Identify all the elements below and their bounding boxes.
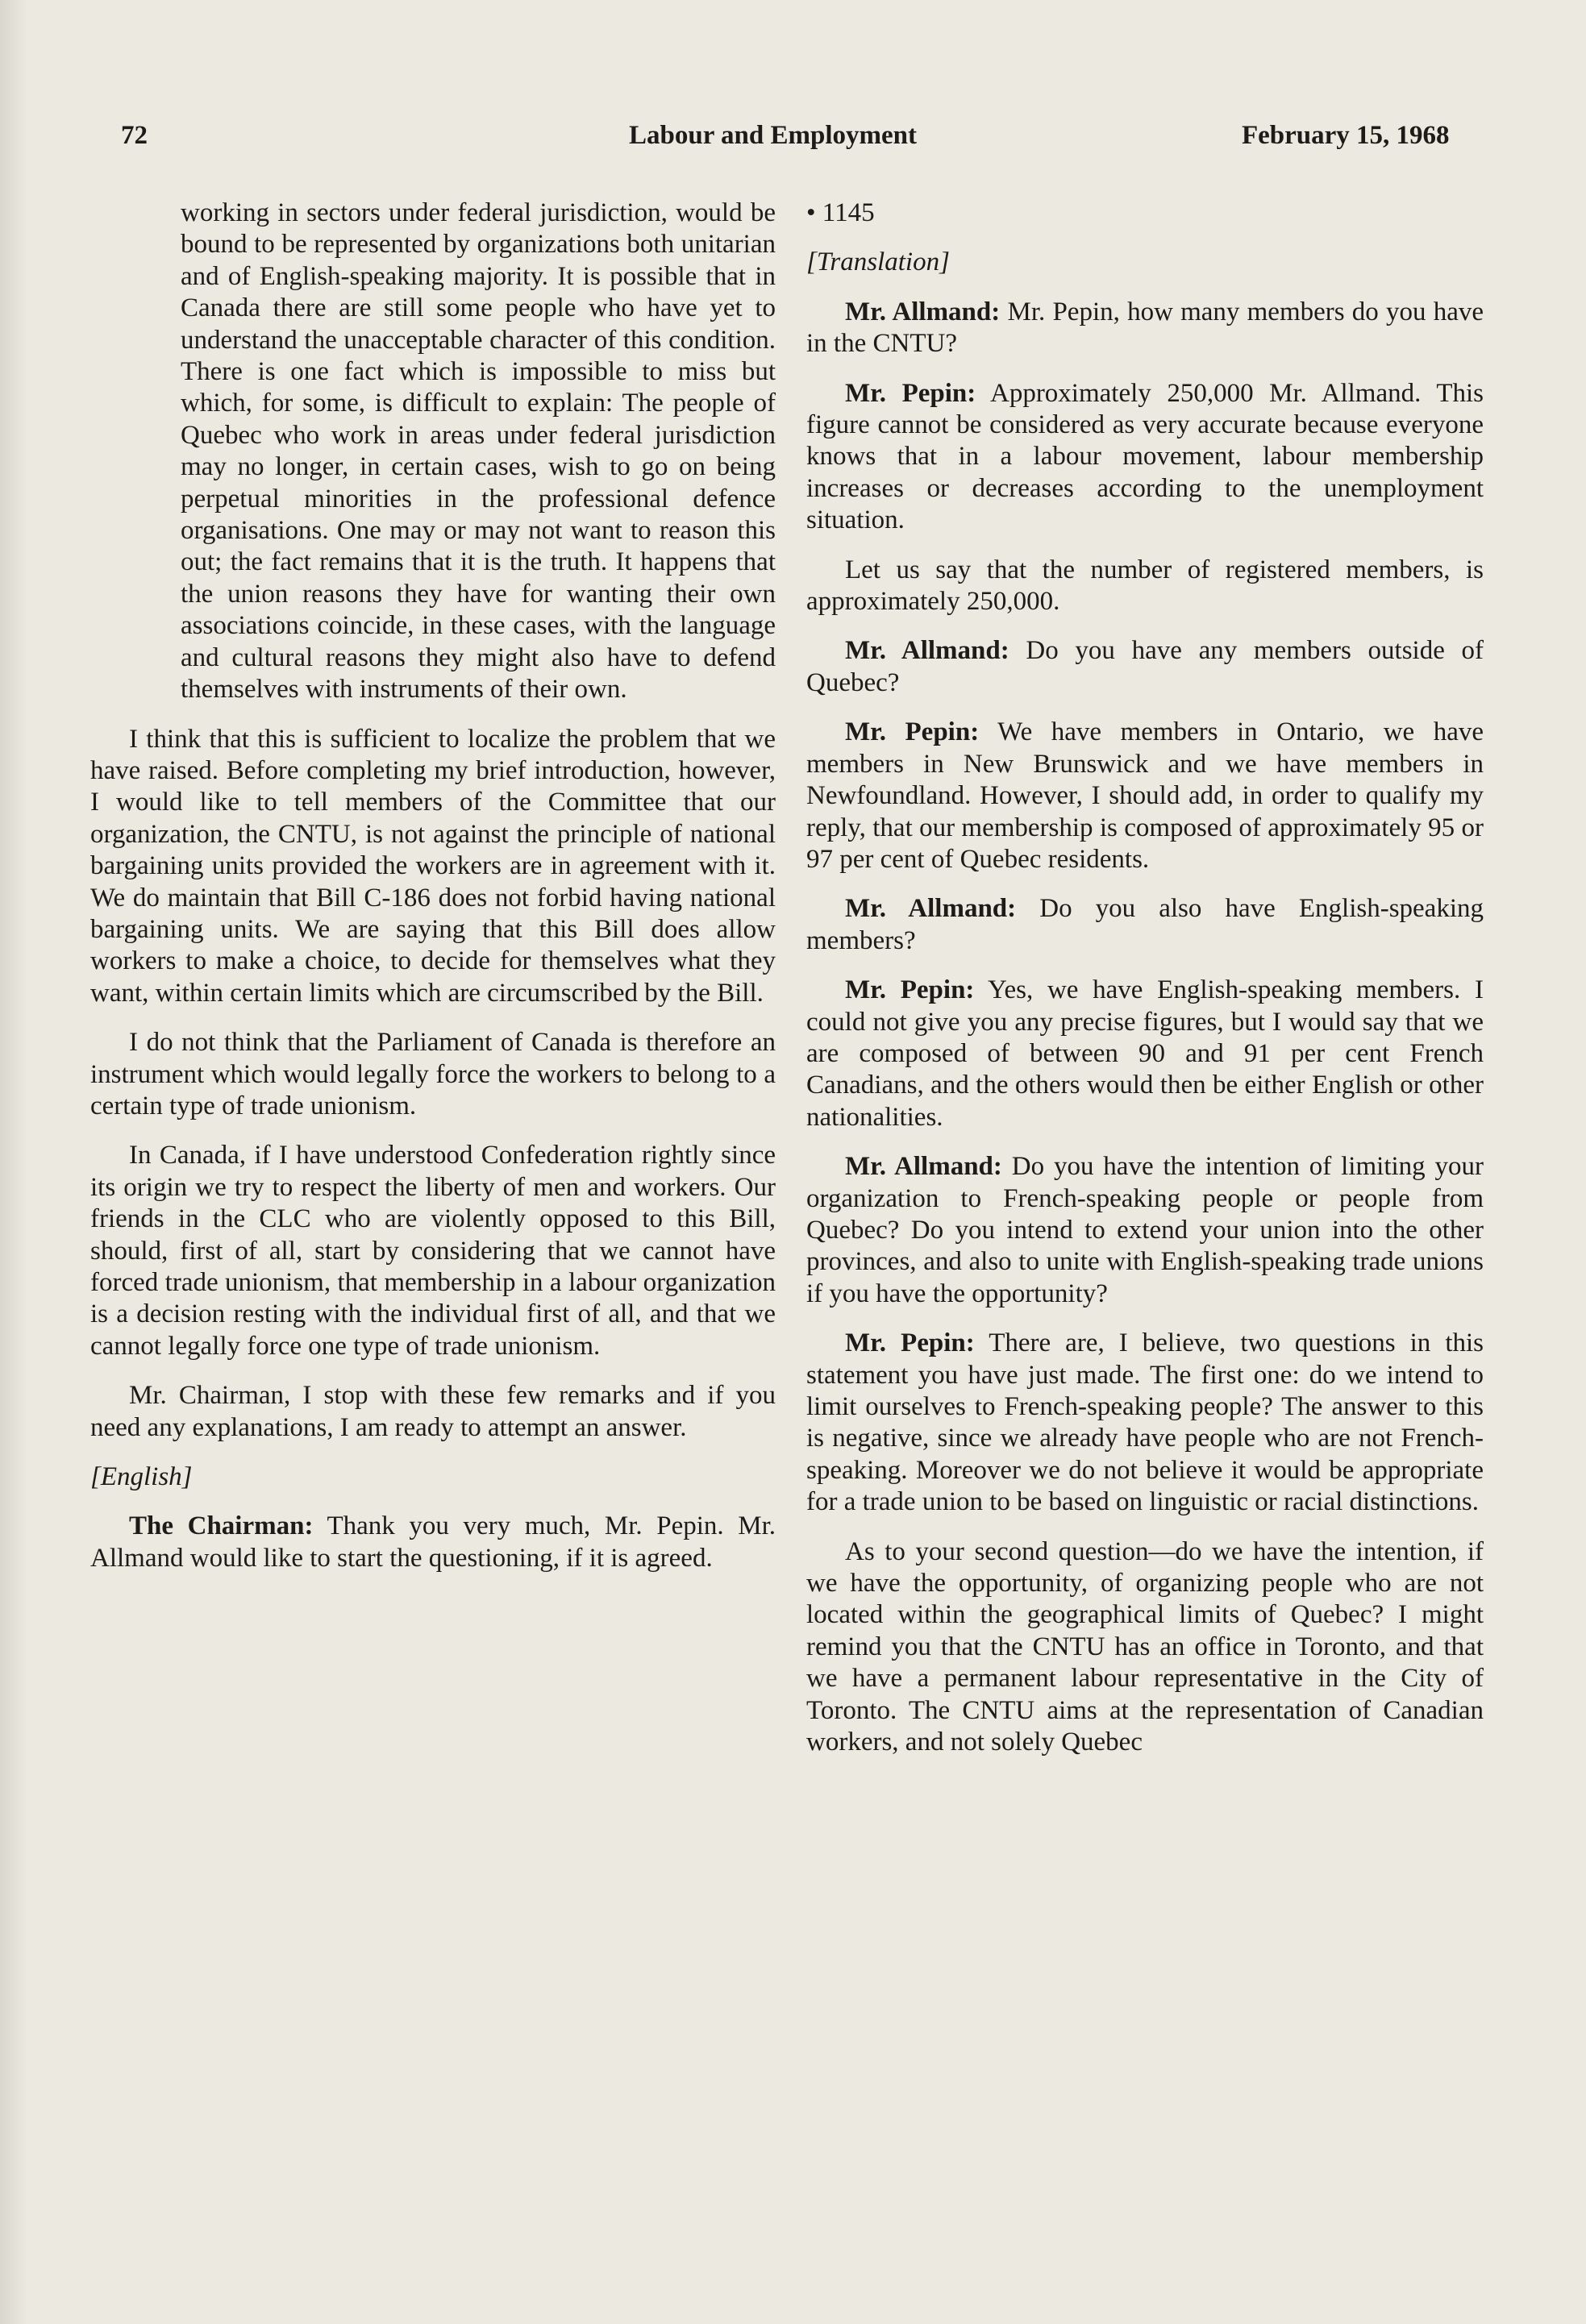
paragraph: working in sectors under federal jurisdiction, would be bound to be represented by organizations both unitarian and of English-speaking majority. It is possible that in Canada there are still some people who have yet to understand the unacceptable character of this condition. There is one fact which is impossible to miss but which, for some, is difficult to explain: The people of Quebec who work in areas under federal jurisdiction may no longer, in certain cases, wish to go on being perpetual minorities in the professional defence organisations. One may or may not want to reason this out; the fact remains that it is the truth. It happens that the union reasons they have for wanting their own associations coincide, in these cases, with the language and cultural reasons they might also have to defend themselves with instruments of their own. bbox=[181, 198, 776, 705]
paragraph: I do not think that the Parliament of Canada is therefore an instrument which would legally force the workers to belong to a certain type of trade unionism. bbox=[90, 1028, 776, 1120]
speaker-name: Mr. Allmand: bbox=[845, 297, 1001, 326]
speaker-name: The Chairman: bbox=[129, 1511, 314, 1541]
speech bbox=[806, 893, 1484, 957]
paragraph: In Canada, if I have understood Confederation rightly since its origin we try to respect the liberty of men and workers. Our friends in the CLC who are violently opposed to this Bill, should, first of all, start by considering that we cannot have forced trade unionism, that membership in a labour organization is a decision resting with the individual first of all, and that we cannot legally force one type of trade unionism. bbox=[90, 1141, 776, 1361]
speech bbox=[806, 975, 1484, 1133]
speech bbox=[806, 1328, 1484, 1518]
speech-text: Do you also have English-speaking members? bbox=[806, 894, 1484, 955]
paragraph: Let us say that the number of registered members, is approximately 250,000. bbox=[806, 555, 1484, 617]
speaker-name: Mr. Allmand: bbox=[845, 894, 1017, 924]
page-edge-shadow bbox=[0, 0, 27, 2324]
speech bbox=[806, 1151, 1484, 1310]
speaker-name: Mr. Pepin: bbox=[845, 975, 975, 1005]
speech bbox=[806, 378, 1484, 537]
running-title: Labour and Employment bbox=[629, 121, 917, 150]
speech-text: Do you have any members outside of Quebec? bbox=[806, 636, 1484, 697]
speech bbox=[806, 635, 1484, 699]
time-marker: • 1145 bbox=[806, 198, 875, 227]
paragraph: I think that this is sufficient to localize the problem that we have raised. Before completing my brief introduction, however, I would like to tell members of the Committee that our organization, the CNTU, is not against the principle of national bargaining units provided the workers are in agreement with it. We do maintain that Bill C-186 does not forbid having national bargaining units. We are saying that this Bill does allow workers to make a choice, to decide for themselves what they want, within certain limits which are circumscribed by the Bill. bbox=[90, 724, 776, 1008]
speaker-name: Mr. Allmand: bbox=[845, 1152, 1002, 1182]
speech-text: Mr. Pepin, how many members do you have in the CNTU? bbox=[806, 297, 1484, 359]
speech-text: Thank you very much, Mr. Pepin. Mr. Allmand would like to start the questioning, if it is agreed. bbox=[90, 1511, 776, 1573]
speech-text: Do you have the intention of limiting your organization to French-speaking people or people from Quebec? Do you intend to extend your union into the other provinces, and also to unite with English-speaking trade unions if you have the opportunity? bbox=[806, 1152, 1484, 1308]
paragraph: Mr. Chairman, I stop with these few remarks and if you need any explanations, I am ready to attempt an answer. bbox=[90, 1381, 776, 1442]
right-column bbox=[806, 197, 1484, 1776]
page-date: February 15, 1968 bbox=[1242, 121, 1450, 150]
speech-text: Yes, we have English-speaking members. I could not give you any precise figures, but I would say that we are composed of between 90 and 91 per cent French Canadians, and the others would then be either English or other nationalities. bbox=[806, 975, 1484, 1132]
speaker-name: Mr. Pepin: bbox=[845, 378, 976, 408]
speaker-name: Mr. Pepin: bbox=[845, 1328, 975, 1358]
speech-text: Approximately 250,000 Mr. Allmand. This figure cannot be considered as very accurate because everyone knows that in a labour movement, labour membership increases or decreases according to the unemployment situation. bbox=[806, 378, 1484, 535]
speaker-name: Mr. Allmand: bbox=[845, 636, 1009, 666]
speaker-name: Mr. Pepin: bbox=[845, 717, 980, 747]
paragraph: As to your second question—do we have the intention, if we have the opportunity, of organizing people who are not located within the geographical limits of Quebec? I might remind you that the CNTU has an office in Toronto, and that we have a permanent labour representative in the City of Toronto. The CNTU aims at the representation of Canadian workers, and not solely Quebec bbox=[806, 1536, 1484, 1757]
speech bbox=[806, 297, 1484, 360]
speech-text: There are, I believe, two questions in this statement you have just made. The first one: do we intend to limit ourselves to French-speaking people? The answer to this is negative, since we already have people who are not French-speaking. Moreover we do not believe it would be appropriate for a trade union to be based on linguistic or racial distinctions. bbox=[806, 1328, 1484, 1517]
language-tag: [English] bbox=[90, 1462, 193, 1492]
language-tag: [Translation] bbox=[806, 247, 950, 277]
left-column bbox=[90, 197, 776, 1592]
speech bbox=[90, 1511, 776, 1574]
page-number: 72 bbox=[121, 121, 148, 150]
speech bbox=[806, 717, 1484, 875]
speech-text: We have members in Ontario, we have members in New Brunswick and we have members in Newfoundland. However, I should add, in order to qualify my reply, that our membership is composed of approximately 95 or 97 per cent of Quebec residents. bbox=[806, 717, 1484, 874]
